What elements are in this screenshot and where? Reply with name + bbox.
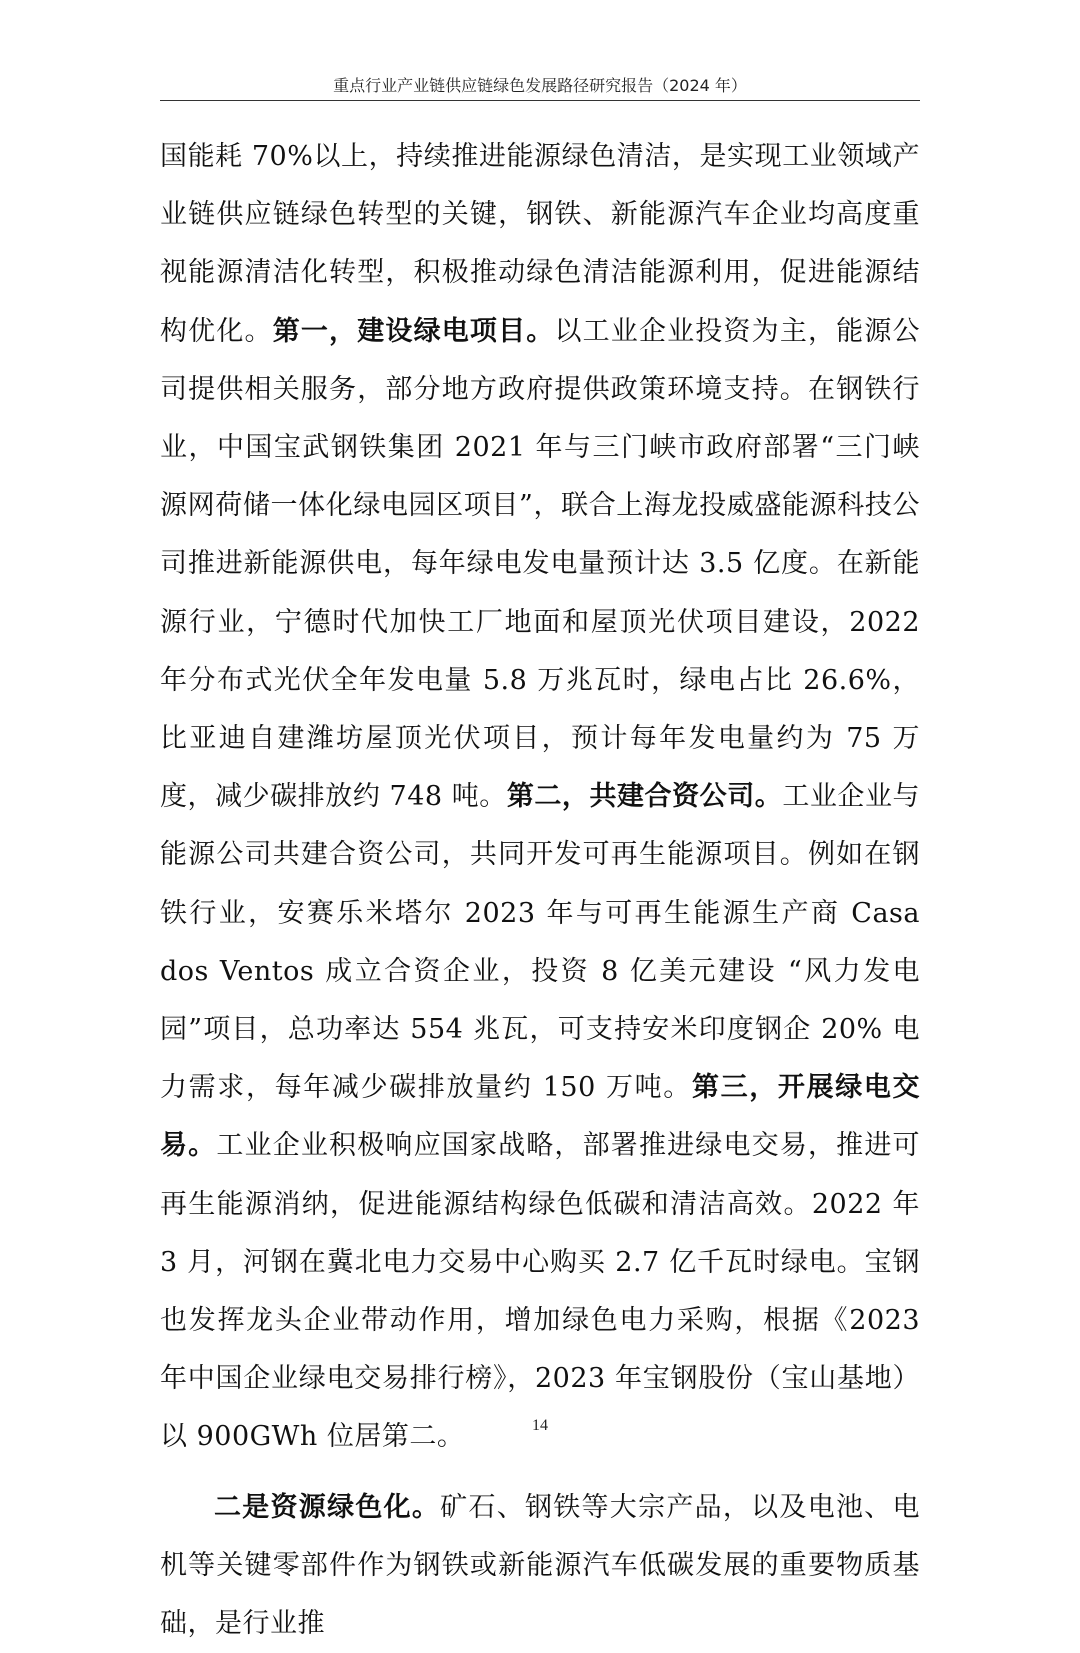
text-segment: 以工业企业投资为主，能源公司提供相关服务，部分地方政府提供政策环境支持。在钢铁行业，中国宝武钢铁集团 2021 年与三门峡市政府部署“三门峡源网荷储一体化绿电园区项目”，联合上海龙投威盛能源科技公司推进新能源供电，每年绿电发电量预计达 3.5 亿度。在新能源行业，宁德时代加快工厂地面和屋顶光伏项目建设，2022 年分布式光伏全年发电量 5.8 万兆瓦时，绿电占比 26.6%，比亚迪自建潍坊屋顶光伏项目，预计每年发电量约为 75 万度，减少碳排放约 748 吨。 [160,315,921,813]
text-segment: 工业企业与能源公司共建合资公司，共同开发可再生能源项目。例如在钢铁行业，安赛乐米塔尔 2023 年与可再生能源生产商 Casa dos Ventos 成立合资企业，投资 8 亿美元建设 “风力发电园”项目，总功率达 554 兆瓦，可支持安米印度钢企 20% 电力需求，每年减少碳排放量约 150 万吨。 [160,781,921,1104]
heading-green-power-trading: 第三，开展绿电交易。 [160,1072,921,1162]
text-segment: 矿石、钢铁等大宗产品，以及电池、电机等关键零部件作为钢铁或新能源汽车低碳发展的重要物质基础，是行业推 [160,1491,921,1640]
page-number: 14 [532,1417,548,1434]
text-segment: 国能耗 70%以上，持续推进能源绿色清洁，是实现工业领域产业链供应链绿色转型的关键，钢铁、新能源汽车企业均高度重视能源清洁化转型，积极推动绿色清洁能源利用，促进能源结构优化。 [160,141,920,347]
heading-resource-greening: 二是资源绿色化。 [214,1491,441,1523]
text-segment: 工业企业积极响应国家战略，部署推进绿电交易，推进可再生能源消纳，促进能源结构绿色低碳和清洁高效。2022 年 3 月，河钢在冀北电力交易中心购买 2.7 亿千瓦时绿电。宝钢也发挥龙头企业带动作用，增加绿色电力采购，根据《2023 年中国企业绿电交易排行榜》，2023 年宝钢股份（宝山基地）以 900GWh 位居第二。 [160,1130,921,1453]
running-header: 重点行业产业链供应链绿色发展路径研究报告（2024 年） [333,76,747,95]
heading-build-green-power-projects: 第一，建设绿电项目。 [272,315,555,347]
paragraph-resource-greening [160,1479,920,1653]
header-rule [160,100,920,101]
paragraph-energy-cleaning [160,128,920,1467]
heading-joint-ventures: 第二，共建合资公司。 [506,781,783,813]
